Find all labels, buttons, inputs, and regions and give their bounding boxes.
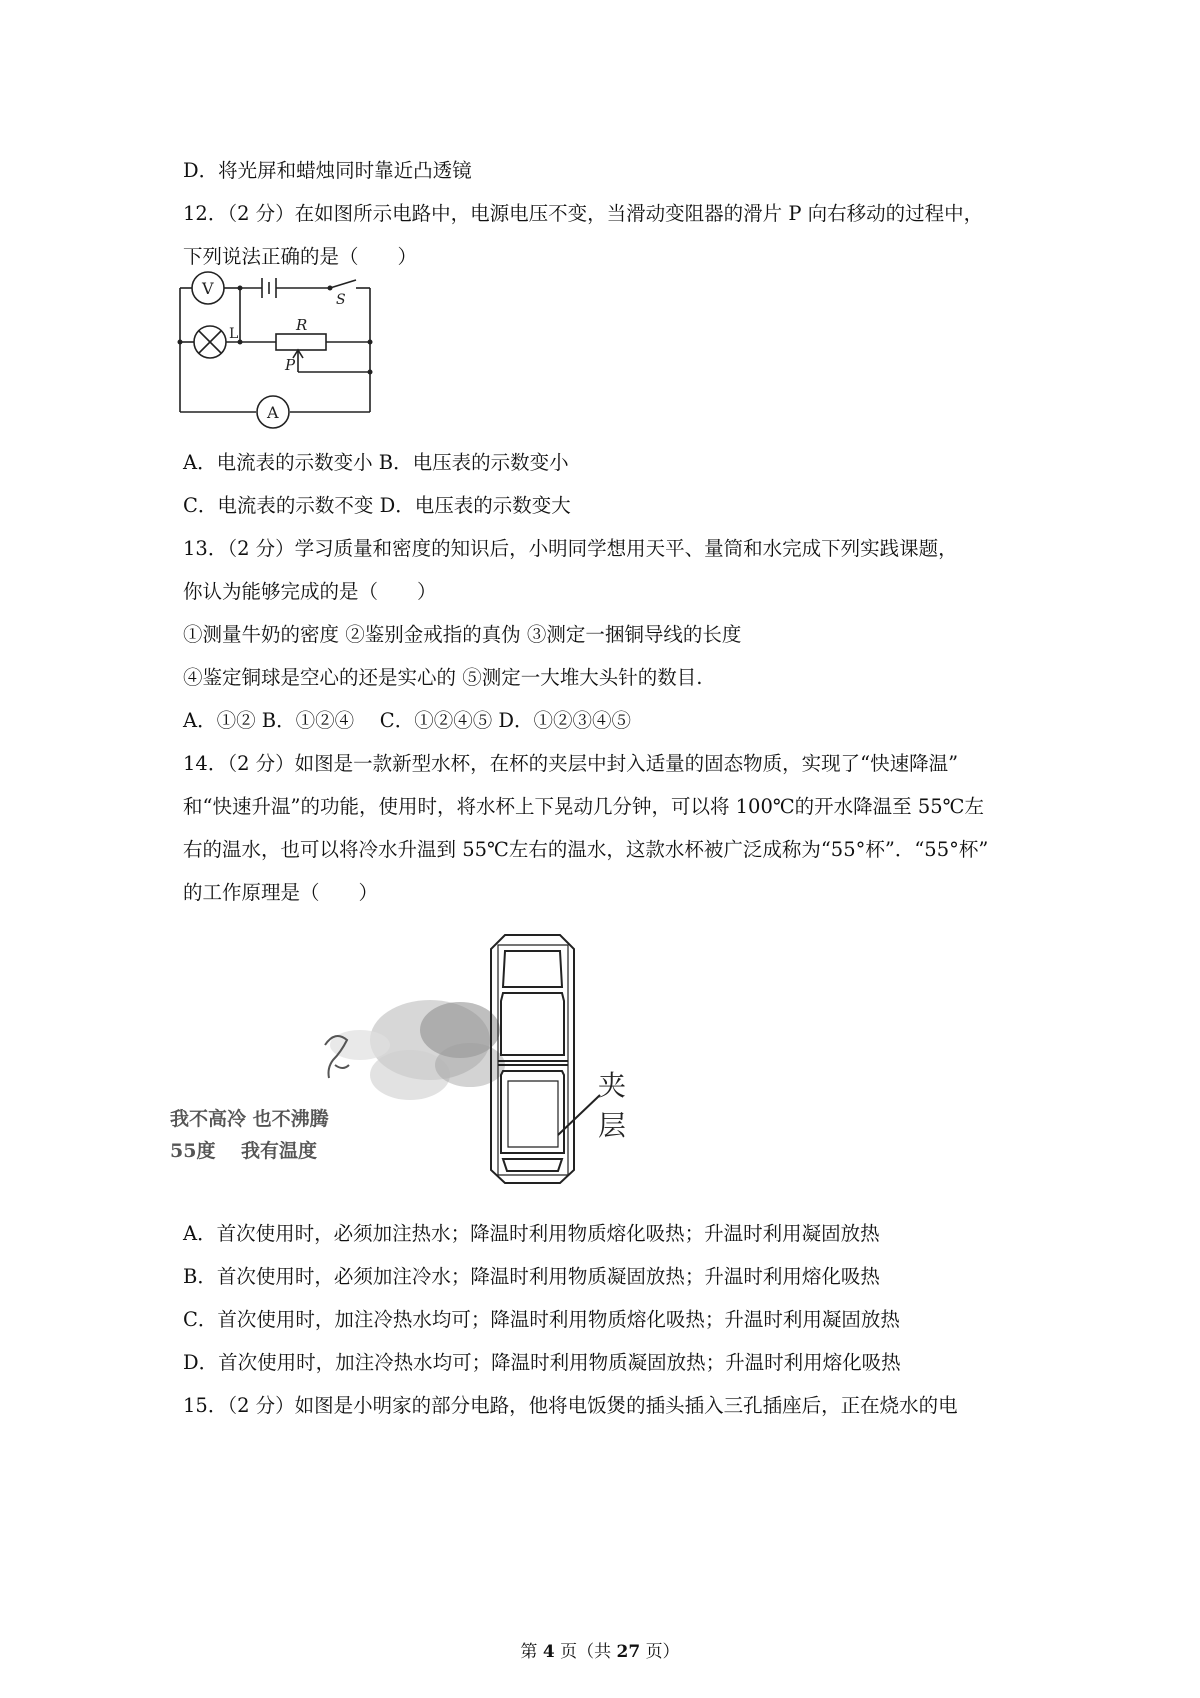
q14-stem-line1: 14．（2 分）如图是一款新型水杯，在杯的夹层中封入适量的固态物质，实现了“快速降温”: [183, 752, 959, 775]
voltmeter-label: V: [202, 279, 214, 298]
q14-option-b: B．首次使用时，必须加注冷水；降温时利用物质凝固放热；升温时利用熔化吸热: [183, 1265, 880, 1288]
q13-items-line2: ④鉴定铜球是空心的还是实心的 ⑤测定一大堆大头针的数目.: [183, 666, 703, 689]
circuit-diagram: [170, 270, 390, 435]
q14-option-a: A．首次使用时，必须加注热水；降温时利用物质熔化吸热；升温时利用凝固放热: [183, 1222, 880, 1245]
footer-middle: 页（共: [560, 1642, 612, 1662]
cup-figure: [160, 925, 660, 1200]
footer-total-pages: 27: [616, 1642, 641, 1662]
q14-stem-line4: 的工作原理是（ ）: [183, 881, 379, 904]
q13-stem-line2: 你认为能够完成的是（ ）: [183, 580, 437, 603]
q13-options: A．①② B．①②④ C．①②④⑤ D．①②③④⑤: [183, 709, 632, 732]
q12-options-ab: A．电流表的示数变小 B．电压表的示数变小: [183, 451, 569, 474]
q11-option-d: D．将光屏和蜡烛同时靠近凸透镜: [183, 159, 472, 182]
footer-prefix: 第: [520, 1642, 538, 1662]
water-splash-image: [325, 1000, 505, 1100]
footer-suffix: 页）: [645, 1642, 680, 1662]
lamp-label: L: [229, 326, 239, 342]
q12-stem-line2: 下列说法正确的是（ ）: [183, 245, 418, 268]
q14-option-d: D．首次使用时，加注冷热水均可；降温时利用物质凝固放热；升温时利用熔化吸热: [183, 1351, 901, 1374]
q14-stem-line3: 右的温水，也可以将冷水升温到 55℃左右的温水，这款水杯被广泛成称为“55°杯”．“55°杯”: [183, 838, 989, 861]
page-footer: [0, 1640, 1200, 1664]
switch-label: S: [336, 292, 346, 308]
cup-slogan-line2: 55度 我有温度: [170, 1140, 318, 1162]
resistor-label: R: [296, 316, 308, 334]
layer-label-char2: 层: [598, 1109, 627, 1142]
q12-stem-line1: 12．（2 分）在如图所示电路中，电源电压不变，当滑动变阻器的滑片 P 向右移动的过程中，: [183, 202, 984, 225]
cup-drawing: [491, 935, 600, 1183]
q13-items-line1: ①测量牛奶的密度 ②鉴别金戒指的真伪 ③测定一捆铜导线的长度: [183, 623, 742, 646]
cup-slogan-line1: 我不高冷 也不沸腾: [170, 1108, 329, 1130]
layer-label-char1: 夹: [598, 1069, 627, 1102]
ammeter-label: A: [267, 403, 279, 422]
q13-stem-line1: 13．（2 分）学习质量和密度的知识后，小明同学想用天平、量筒和水完成下列实践课题，: [183, 537, 958, 560]
q14-option-c: C．首次使用时，加注冷热水均可；降温时利用物质熔化吸热；升温时利用凝固放热: [183, 1308, 900, 1331]
q12-options-cd: C．电流表的示数不变 D．电压表的示数变大: [183, 494, 571, 517]
q14-stem-line2: 和“快速升温”的功能，使用时，将水杯上下晃动几分钟，可以将 100℃的开水降温至 55℃左: [183, 795, 984, 818]
q15-stem-line1: 15．（2 分）如图是小明家的部分电路，他将电饭煲的插头插入三孔插座后，正在烧水的电: [183, 1394, 958, 1417]
footer-page-number: 4: [542, 1642, 555, 1662]
slider-label: P: [285, 356, 296, 374]
